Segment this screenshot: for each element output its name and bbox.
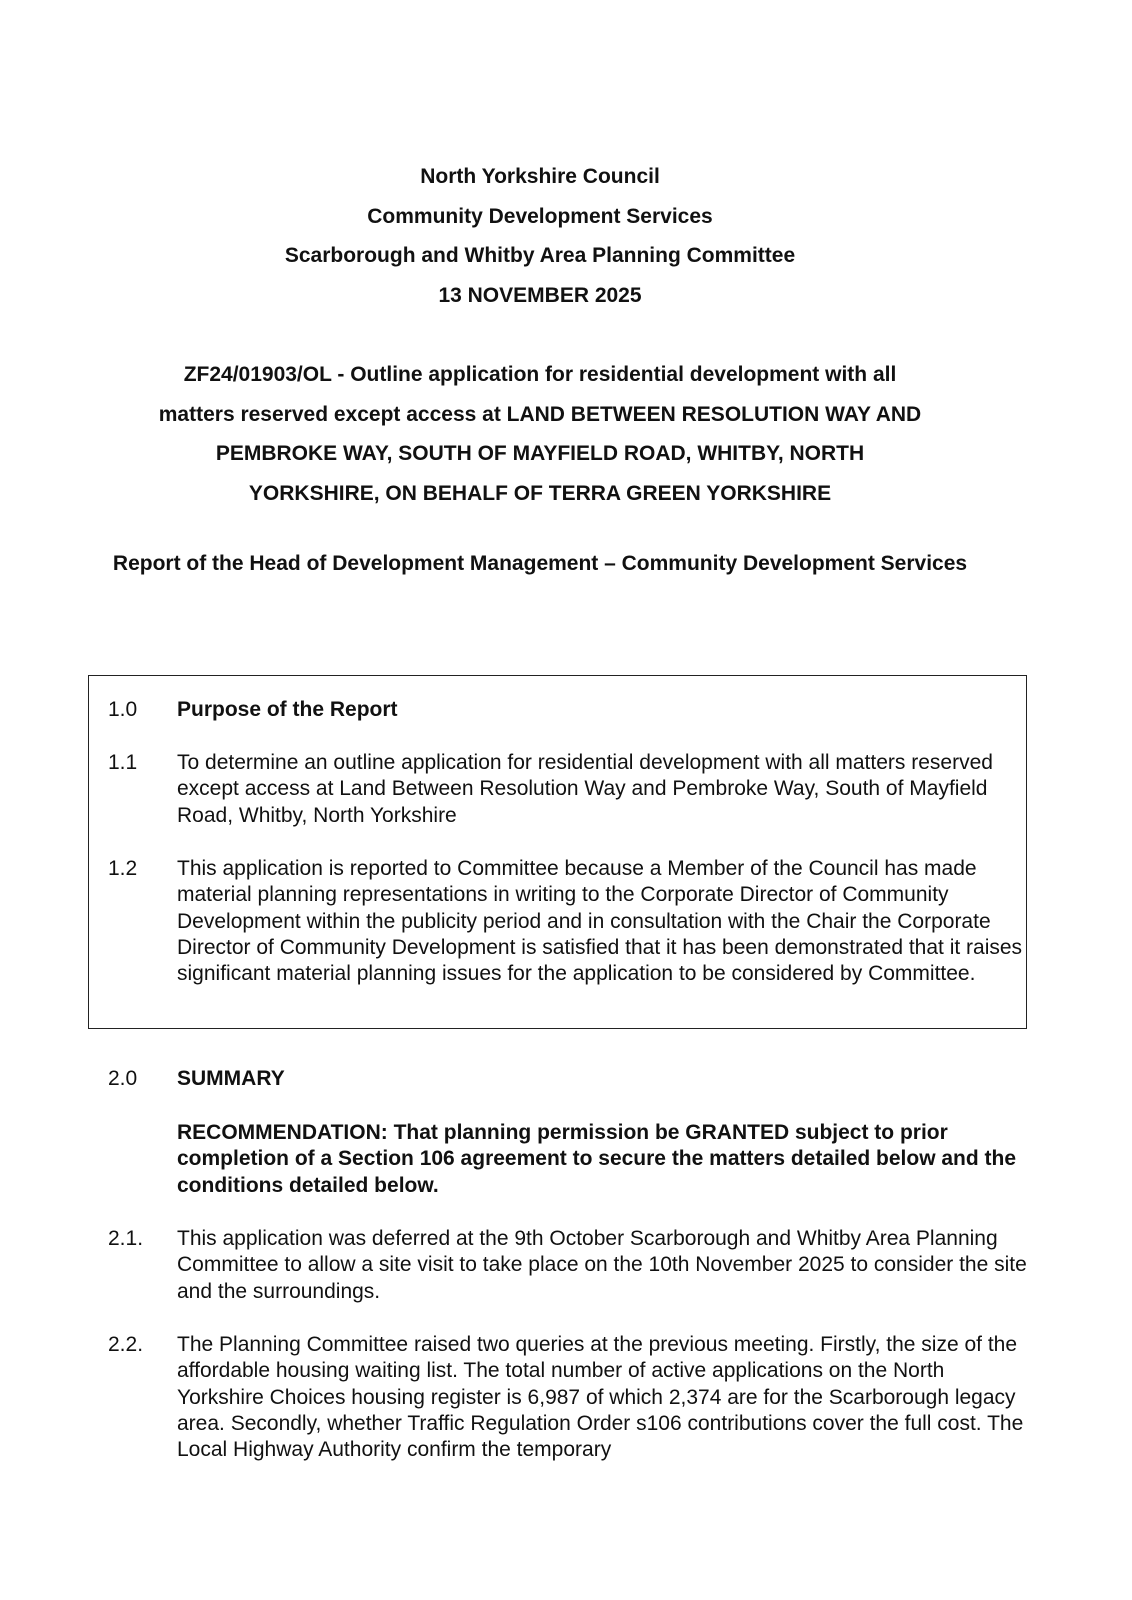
paragraph-number: 2.2.: [108, 1333, 144, 1356]
application-title-line: PEMBROKE WAY, SOUTH OF MAYFIELD ROAD, WHITBY, NORTH: [215, 442, 865, 465]
services-name: Community Development Services: [367, 204, 713, 228]
section-number: 1.0: [108, 698, 138, 721]
application-title-line: matters reserved except access at LAND BETWEEN RESOLUTION WAY AND: [158, 402, 922, 426]
application-title-line: YORKSHIRE, ON BEHALF OF TERRA GREEN YORKSHIRE: [248, 481, 832, 505]
section-number: 2.0: [108, 1067, 138, 1090]
committee-name: Scarborough and Whitby Area Planning Committee: [284, 244, 796, 267]
application-title: [100, 355, 980, 513]
council-name: North Yorkshire Council: [420, 165, 660, 188]
recommendation-text: RECOMMENDATION: That planning permission be GRANTED subject to prior completion of a Section 106 agreement to secure the matters detailed below and the conditions detailed below.: [177, 1121, 1017, 1197]
paragraph-number: 1.2: [108, 857, 138, 880]
section-heading: SUMMARY: [177, 1067, 285, 1090]
meeting-date: 13 NOVEMBER 2025: [438, 283, 642, 307]
paragraph-number: 2.1.: [108, 1227, 144, 1250]
section-heading: Purpose of the Report: [177, 698, 398, 721]
paragraph-number: 1.1: [108, 751, 138, 774]
paragraph-text: This application is reported to Committee because a Member of the Council has made material planning representations in writing to the Corporate Director of Community Development within the publicity period and in consultation with the Chair the Corporate Director of Community Development is satisfied that it has been demonstrated that it raises significant material planning issues for the application to be considered by Committee.: [177, 857, 1023, 986]
report-header: [0, 162, 1080, 320]
report-of: Report of the Head of Development Management – Community Development Services: [112, 552, 968, 575]
paragraph-text: To determine an outline application for residential development with all matters reserved except access at Land Between Resolution Way and Pembroke Way, South of Mayfield Road, Whitby, North Yorkshire: [177, 751, 993, 827]
application-title-line: ZF24/01903/OL - Outline application for residential development with all: [183, 363, 897, 386]
paragraph-text: This application was deferred at the 9th October Scarborough and Whitby Area Planning Committee to allow a site visit to take place on the 10th November 2025 to consider the site and the surroundings.: [177, 1227, 1027, 1303]
paragraph-text: The Planning Committee raised two queries at the previous meeting. Firstly, the size of the affordable housing waiting list. The total number of active applications on the North Yorkshire Choices housing register is 6,987 of which 2,374 are for the Scarborough legacy area. Secondly, whether Traffic Regulation Order s106 contributions cover the full cost. The Local Highway Authority confirm the temporary: [177, 1333, 1024, 1462]
